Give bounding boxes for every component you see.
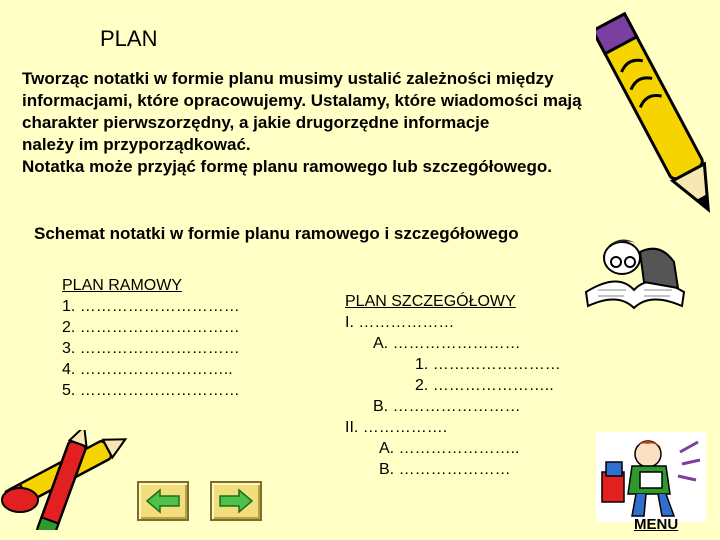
plan-ramowy-item: 3. ………………………… xyxy=(62,340,240,357)
pencil-illustration xyxy=(596,0,720,230)
arrow-right-icon xyxy=(218,488,254,514)
plan-ramowy-item: 5. ………………………… xyxy=(62,382,240,399)
plan-szczegolowy-line: I. ……………… xyxy=(345,314,455,331)
intro-paragraph xyxy=(22,68,632,178)
plan-szczegolowy-line: B. …………………… xyxy=(373,398,521,415)
plan-ramowy-item: 1. ………………………… xyxy=(62,298,240,315)
page-title: PLAN xyxy=(100,26,158,51)
plan-szczegolowy-line: A. …………………… xyxy=(373,335,521,352)
plan-szczegolowy-heading: PLAN SZCZEGÓŁOWY xyxy=(345,293,516,310)
plan-szczegolowy-line: A. ………………….. xyxy=(379,440,520,457)
plan-szczegolowy-line: 2. ………………….. xyxy=(415,377,554,394)
intro-line: należy im przyporządkować. xyxy=(22,135,251,154)
arrow-left-icon xyxy=(145,488,181,514)
plan-ramowy xyxy=(62,275,240,401)
plan-ramowy-heading: PLAN RAMOWY xyxy=(62,277,183,294)
intro-line: informacjami, które opracowujemy. Ustalamy, które wiadomości mają xyxy=(22,91,582,110)
reader-book-illustration xyxy=(578,232,690,314)
schema-title: Schemat notatki w formie planu ramowego i szczegółowego xyxy=(34,224,519,243)
plan-szczegolowy-line: B. ………………… xyxy=(379,461,511,478)
plan-szczegolowy-line: 1. …………………… xyxy=(415,356,561,373)
plan-szczegolowy xyxy=(345,291,561,480)
intro-line: Tworząc notatki w formie planu musimy ustalić zależności między xyxy=(22,69,554,88)
plan-ramowy-item: 4. ……………………….. xyxy=(62,361,233,378)
plan-ramowy-item: 2. ………………………… xyxy=(62,319,240,336)
menu-picture[interactable] xyxy=(596,432,706,522)
intro-line: charakter pierwszorzędny, a jakie drugorzędne informacje xyxy=(22,113,490,132)
plan-szczegolowy-line: II. ……………. xyxy=(345,419,448,436)
crayons-illustration xyxy=(0,430,140,530)
next-button[interactable] xyxy=(210,481,262,521)
student-reading-illustration xyxy=(596,432,706,522)
previous-button[interactable] xyxy=(137,481,189,521)
menu-link[interactable]: MENU xyxy=(634,516,679,533)
intro-line: Notatka może przyjąć formę planu ramowego lub szczegółowego. xyxy=(22,157,552,176)
